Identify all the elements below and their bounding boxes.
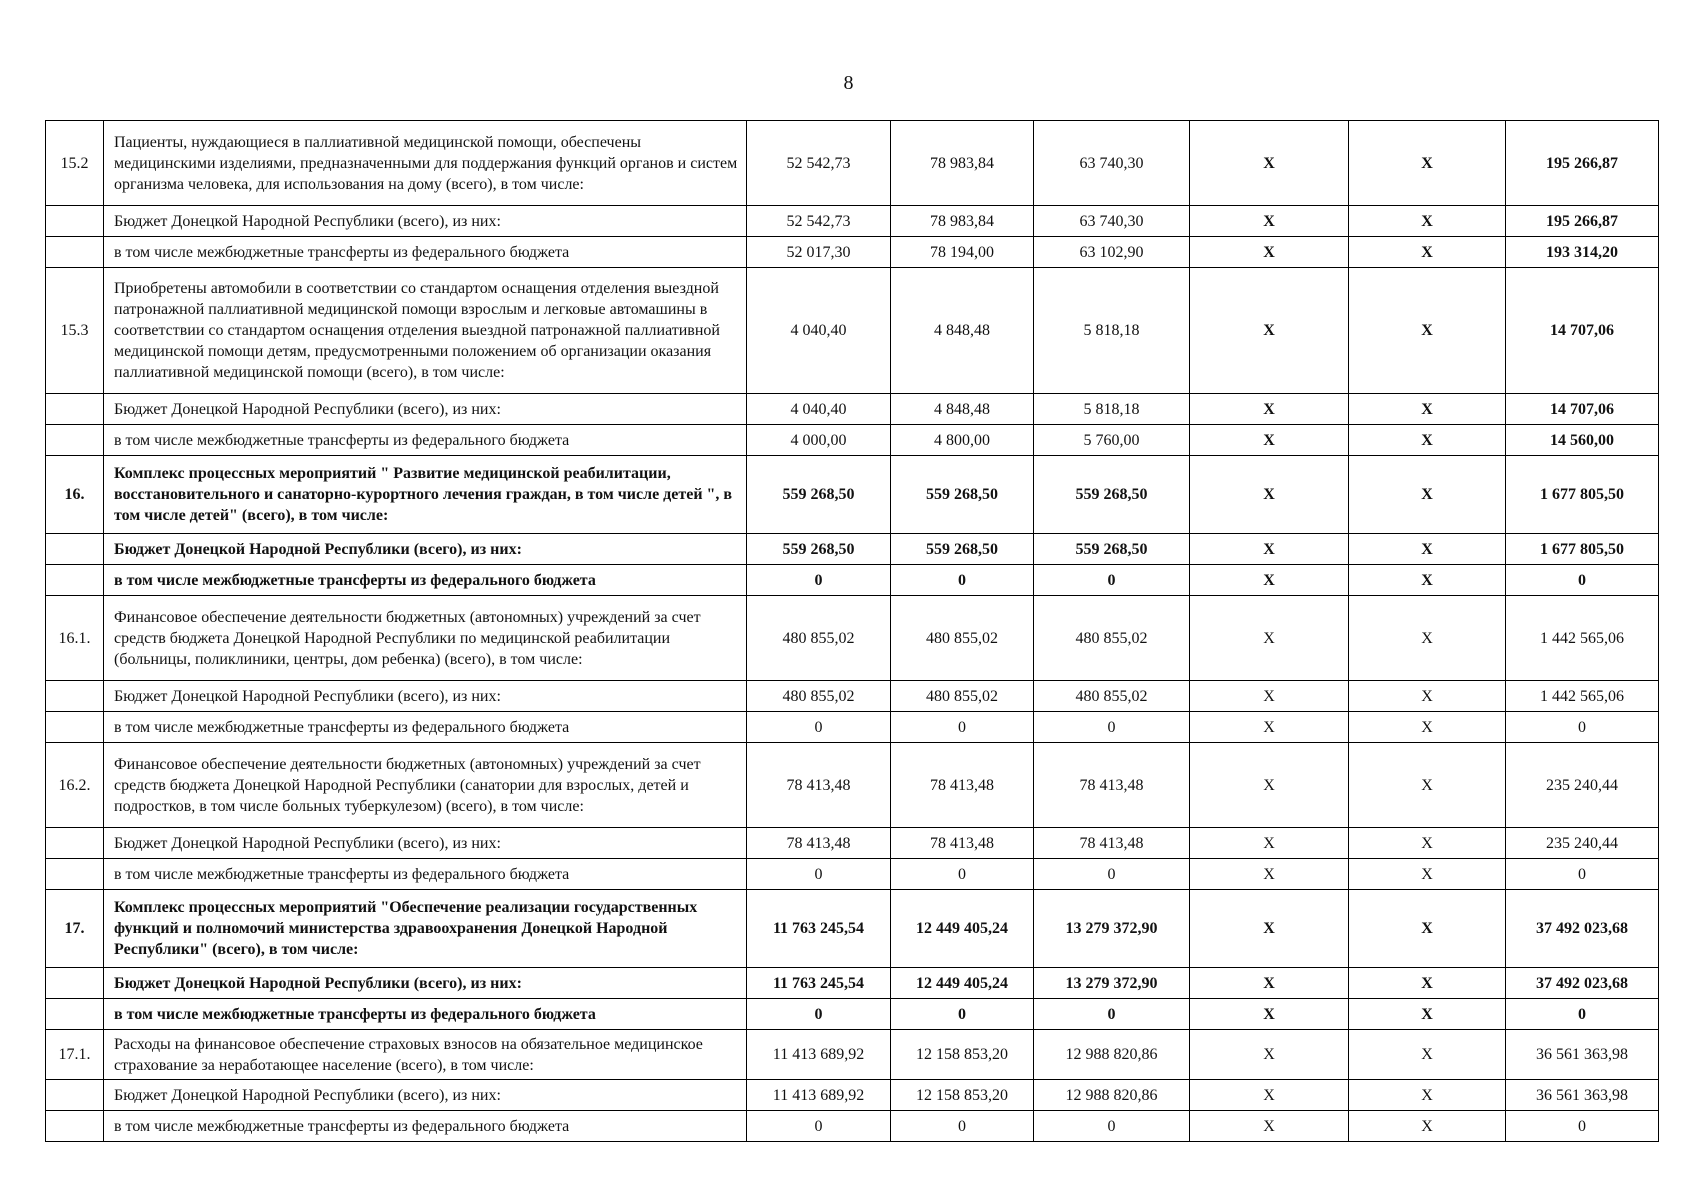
table-row <box>46 999 1659 1030</box>
marker-col-2: X <box>1349 743 1506 828</box>
value-year-1: 0 <box>747 712 891 743</box>
value-year-1: 11 763 245,54 <box>747 968 891 999</box>
row-description: Приобретены автомобили в соответствии со стандартом оснащения отделения выездной патронажной паллиативной медицинской помощи взрослым и легковые автомашины в соответствии со стандартом оснащения отделения выездной патронажной паллиативной медицинской помощи детям, предусмотренными положением об организации оказания паллиативной медицинской помощи (всего), в том числе: <box>104 268 747 394</box>
marker-col-2: X <box>1349 596 1506 681</box>
marker-col-1: X <box>1190 999 1349 1030</box>
row-total: 0 <box>1506 565 1659 596</box>
marker-col-1: X <box>1190 268 1349 394</box>
row-total: 0 <box>1506 1111 1659 1142</box>
table-row <box>46 596 1659 681</box>
value-year-1: 52 542,73 <box>747 121 891 206</box>
value-year-1: 0 <box>747 859 891 890</box>
marker-col-1: X <box>1190 828 1349 859</box>
marker-col-1: X <box>1190 743 1349 828</box>
value-year-2: 78 983,84 <box>891 121 1034 206</box>
row-number <box>46 565 104 596</box>
value-year-1: 0 <box>747 1111 891 1142</box>
value-year-1: 11 413 689,92 <box>747 1080 891 1111</box>
value-year-3: 13 279 372,90 <box>1034 968 1190 999</box>
value-year-2: 12 449 405,24 <box>891 890 1034 968</box>
row-number: 17. <box>46 890 104 968</box>
row-description: в том числе межбюджетные трансферты из федерального бюджета <box>104 712 747 743</box>
value-year-3: 78 413,48 <box>1034 743 1190 828</box>
row-description: Бюджет Донецкой Народной Республики (всего), из них: <box>104 1080 747 1111</box>
value-year-3: 0 <box>1034 565 1190 596</box>
value-year-3: 12 988 820,86 <box>1034 1080 1190 1111</box>
row-total: 36 561 363,98 <box>1506 1030 1659 1080</box>
value-year-2: 78 413,48 <box>891 743 1034 828</box>
marker-col-1: X <box>1190 596 1349 681</box>
marker-col-1: X <box>1190 681 1349 712</box>
marker-col-2: X <box>1349 565 1506 596</box>
row-total: 1 677 805,50 <box>1506 456 1659 534</box>
table-row <box>46 1030 1659 1080</box>
value-year-3: 5 818,18 <box>1034 268 1190 394</box>
value-year-3: 0 <box>1034 1111 1190 1142</box>
marker-col-2: X <box>1349 206 1506 237</box>
marker-col-2: X <box>1349 859 1506 890</box>
row-total: 195 266,87 <box>1506 121 1659 206</box>
row-total: 193 314,20 <box>1506 237 1659 268</box>
marker-col-1: X <box>1190 968 1349 999</box>
row-total: 1 677 805,50 <box>1506 534 1659 565</box>
row-total: 14 707,06 <box>1506 394 1659 425</box>
table-row <box>46 425 1659 456</box>
table-body <box>46 121 1659 1142</box>
value-year-1: 78 413,48 <box>747 828 891 859</box>
value-year-2: 12 449 405,24 <box>891 968 1034 999</box>
marker-col-2: X <box>1349 237 1506 268</box>
value-year-1: 480 855,02 <box>747 681 891 712</box>
row-total: 195 266,87 <box>1506 206 1659 237</box>
row-description: Бюджет Донецкой Народной Республики (всего), из них: <box>104 206 747 237</box>
marker-col-2: X <box>1349 394 1506 425</box>
value-year-2: 78 413,48 <box>891 828 1034 859</box>
marker-col-1: X <box>1190 121 1349 206</box>
row-number <box>46 859 104 890</box>
row-description: Бюджет Донецкой Народной Республики (всего), из них: <box>104 968 747 999</box>
row-description: Бюджет Донецкой Народной Республики (всего), из них: <box>104 534 747 565</box>
page-number: 8 <box>843 72 854 94</box>
row-description: Финансовое обеспечение деятельности бюджетных (автономных) учреждений за счет средств бюджета Донецкой Народной Республики (санатории для взрослых, детей и подростков, в том числе больных туберкулезом) (всего), в том числе: <box>104 743 747 828</box>
table-row <box>46 1111 1659 1142</box>
value-year-3: 0 <box>1034 859 1190 890</box>
row-total: 14 560,00 <box>1506 425 1659 456</box>
marker-col-2: X <box>1349 121 1506 206</box>
value-year-2: 559 268,50 <box>891 456 1034 534</box>
marker-col-2: X <box>1349 999 1506 1030</box>
value-year-3: 63 102,90 <box>1034 237 1190 268</box>
marker-col-1: X <box>1190 565 1349 596</box>
row-description: Комплекс процессных мероприятий " Развитие медицинской реабилитации, восстановительного и санаторно-курортного лечения граждан, в том числе детей ", в том числе детей" (всего), в том числе: <box>104 456 747 534</box>
marker-col-1: X <box>1190 1111 1349 1142</box>
value-year-3: 559 268,50 <box>1034 456 1190 534</box>
value-year-2: 12 158 853,20 <box>891 1030 1034 1080</box>
row-number: 15.2 <box>46 121 104 206</box>
value-year-3: 559 268,50 <box>1034 534 1190 565</box>
marker-col-1: X <box>1190 425 1349 456</box>
row-number <box>46 828 104 859</box>
row-description: Пациенты, нуждающиеся в паллиативной медицинской помощи, обеспечены медицинскими изделиями, предназначенными для поддержания функций органов и систем организма человека, для использования на дому (всего), в том числе: <box>104 121 747 206</box>
value-year-2: 0 <box>891 712 1034 743</box>
value-year-1: 11 413 689,92 <box>747 1030 891 1080</box>
value-year-1: 11 763 245,54 <box>747 890 891 968</box>
value-year-3: 0 <box>1034 999 1190 1030</box>
value-year-2: 559 268,50 <box>891 534 1034 565</box>
marker-col-2: X <box>1349 456 1506 534</box>
marker-col-2: X <box>1349 681 1506 712</box>
value-year-2: 78 983,84 <box>891 206 1034 237</box>
marker-col-2: X <box>1349 268 1506 394</box>
row-description: Бюджет Донецкой Народной Республики (всего), из них: <box>104 394 747 425</box>
value-year-2: 0 <box>891 565 1034 596</box>
value-year-2: 0 <box>891 859 1034 890</box>
marker-col-2: X <box>1349 890 1506 968</box>
table-row <box>46 268 1659 394</box>
row-description: в том числе межбюджетные трансферты из федерального бюджета <box>104 425 747 456</box>
marker-col-1: X <box>1190 712 1349 743</box>
row-total: 1 442 565,06 <box>1506 681 1659 712</box>
value-year-1: 0 <box>747 565 891 596</box>
value-year-3: 78 413,48 <box>1034 828 1190 859</box>
value-year-1: 4 040,40 <box>747 268 891 394</box>
marker-col-2: X <box>1349 828 1506 859</box>
row-description: Финансовое обеспечение деятельности бюджетных (автономных) учреждений за счет средств бюджета Донецкой Народной Республики по медицинской реабилитации (больницы, поликлиники, центры, дом ребенка) (всего), в том числе: <box>104 596 747 681</box>
value-year-2: 4 800,00 <box>891 425 1034 456</box>
row-number <box>46 1111 104 1142</box>
table-row <box>46 237 1659 268</box>
table-row <box>46 828 1659 859</box>
row-number: 15.3 <box>46 268 104 394</box>
marker-col-2: X <box>1349 1080 1506 1111</box>
value-year-2: 78 194,00 <box>891 237 1034 268</box>
row-number <box>46 425 104 456</box>
marker-col-1: X <box>1190 1080 1349 1111</box>
value-year-2: 4 848,48 <box>891 268 1034 394</box>
row-number: 16.2. <box>46 743 104 828</box>
row-number <box>46 968 104 999</box>
value-year-3: 0 <box>1034 712 1190 743</box>
value-year-3: 63 740,30 <box>1034 121 1190 206</box>
marker-col-2: X <box>1349 1030 1506 1080</box>
value-year-3: 12 988 820,86 <box>1034 1030 1190 1080</box>
row-number <box>46 394 104 425</box>
row-number <box>46 237 104 268</box>
row-total: 235 240,44 <box>1506 828 1659 859</box>
row-total: 235 240,44 <box>1506 743 1659 828</box>
value-year-3: 480 855,02 <box>1034 596 1190 681</box>
table-row <box>46 712 1659 743</box>
row-number <box>46 206 104 237</box>
marker-col-2: X <box>1349 968 1506 999</box>
value-year-3: 480 855,02 <box>1034 681 1190 712</box>
value-year-3: 63 740,30 <box>1034 206 1190 237</box>
marker-col-1: X <box>1190 206 1349 237</box>
table-row <box>46 859 1659 890</box>
value-year-2: 480 855,02 <box>891 596 1034 681</box>
row-number <box>46 1080 104 1111</box>
row-description: в том числе межбюджетные трансферты из федерального бюджета <box>104 859 747 890</box>
row-number <box>46 534 104 565</box>
table-row <box>46 681 1659 712</box>
row-total: 0 <box>1506 712 1659 743</box>
value-year-1: 4 000,00 <box>747 425 891 456</box>
value-year-2: 12 158 853,20 <box>891 1080 1034 1111</box>
value-year-1: 52 017,30 <box>747 237 891 268</box>
table-row <box>46 565 1659 596</box>
row-total: 1 442 565,06 <box>1506 596 1659 681</box>
marker-col-2: X <box>1349 425 1506 456</box>
table-row <box>46 890 1659 968</box>
marker-col-1: X <box>1190 394 1349 425</box>
row-total: 36 561 363,98 <box>1506 1080 1659 1111</box>
table-row <box>46 121 1659 206</box>
marker-col-1: X <box>1190 859 1349 890</box>
row-number: 16. <box>46 456 104 534</box>
value-year-1: 480 855,02 <box>747 596 891 681</box>
table-row <box>46 456 1659 534</box>
table-row <box>46 206 1659 237</box>
value-year-2: 480 855,02 <box>891 681 1034 712</box>
marker-col-1: X <box>1190 237 1349 268</box>
table-row <box>46 534 1659 565</box>
table-row <box>46 968 1659 999</box>
row-total: 37 492 023,68 <box>1506 890 1659 968</box>
marker-col-1: X <box>1190 534 1349 565</box>
value-year-1: 559 268,50 <box>747 456 891 534</box>
row-number <box>46 712 104 743</box>
value-year-1: 78 413,48 <box>747 743 891 828</box>
marker-col-2: X <box>1349 1111 1506 1142</box>
row-description: в том числе межбюджетные трансферты из федерального бюджета <box>104 999 747 1030</box>
marker-col-1: X <box>1190 456 1349 534</box>
marker-col-1: X <box>1190 1030 1349 1080</box>
table-row <box>46 394 1659 425</box>
marker-col-1: X <box>1190 890 1349 968</box>
row-total: 37 492 023,68 <box>1506 968 1659 999</box>
value-year-1: 559 268,50 <box>747 534 891 565</box>
value-year-1: 4 040,40 <box>747 394 891 425</box>
row-description: Комплекс процессных мероприятий "Обеспечение реализации государственных функций и полномочий министерства здравоохранения Донецкой Народной Республики" (всего), в том числе: <box>104 890 747 968</box>
row-description: в том числе межбюджетные трансферты из федерального бюджета <box>104 1111 747 1142</box>
value-year-1: 52 542,73 <box>747 206 891 237</box>
row-description: в том числе межбюджетные трансферты из федерального бюджета <box>104 565 747 596</box>
row-description: Бюджет Донецкой Народной Республики (всего), из них: <box>104 828 747 859</box>
row-number <box>46 999 104 1030</box>
row-description: в том числе межбюджетные трансферты из федерального бюджета <box>104 237 747 268</box>
value-year-2: 0 <box>891 999 1034 1030</box>
table-row <box>46 1080 1659 1111</box>
value-year-1: 0 <box>747 999 891 1030</box>
row-total: 14 707,06 <box>1506 268 1659 394</box>
row-total: 0 <box>1506 859 1659 890</box>
row-total: 0 <box>1506 999 1659 1030</box>
value-year-2: 0 <box>891 1111 1034 1142</box>
value-year-2: 4 848,48 <box>891 394 1034 425</box>
table-row <box>46 743 1659 828</box>
marker-col-2: X <box>1349 712 1506 743</box>
row-description: Бюджет Донецкой Народной Республики (всего), из них: <box>104 681 747 712</box>
value-year-3: 5 760,00 <box>1034 425 1190 456</box>
value-year-3: 5 818,18 <box>1034 394 1190 425</box>
budget-table <box>45 120 1659 1142</box>
marker-col-2: X <box>1349 534 1506 565</box>
row-number: 17.1. <box>46 1030 104 1080</box>
row-description: Расходы на финансовое обеспечение страховых взносов на обязательное медицинское страхование за неработающее население (всего), в том числе: <box>104 1030 747 1080</box>
row-number <box>46 681 104 712</box>
value-year-3: 13 279 372,90 <box>1034 890 1190 968</box>
row-number: 16.1. <box>46 596 104 681</box>
